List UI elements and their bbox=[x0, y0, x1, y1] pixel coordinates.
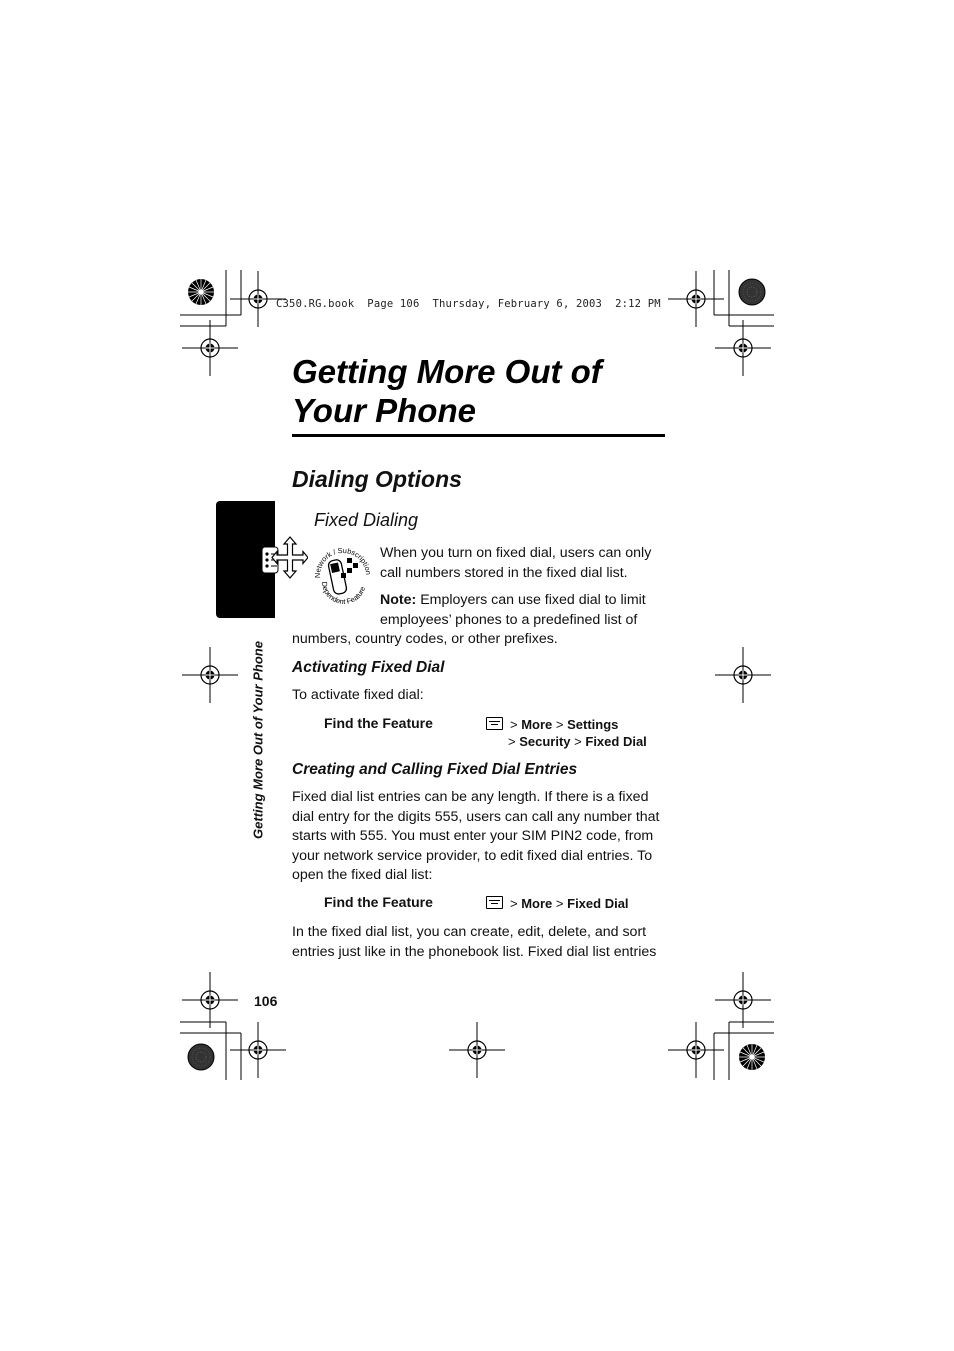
path-sep: > bbox=[510, 717, 518, 732]
title-rule bbox=[292, 434, 665, 437]
menu-path-2 bbox=[486, 895, 629, 912]
side-tab-label: Getting More Out of Your Phone bbox=[250, 641, 266, 839]
intro-line-2: call numbers stored in the fixed dial list. bbox=[380, 564, 628, 581]
creating-line: your network service provider, to edit fixed dial entries. To bbox=[292, 847, 653, 864]
find-feature-label-1: Find the Feature bbox=[324, 715, 433, 731]
trailing-paragraph bbox=[292, 923, 656, 962]
activating-title: Activating Fixed Dial bbox=[292, 659, 445, 676]
note-label: Note: bbox=[380, 592, 417, 608]
chapter-title-line-2: Your Phone bbox=[292, 392, 476, 429]
activating-lead: To activate fixed dial: bbox=[292, 687, 424, 703]
menu-path-1 bbox=[486, 716, 647, 750]
path-sep: > bbox=[555, 896, 564, 911]
navigate-arrows-icon bbox=[262, 535, 308, 581]
menu-key-icon bbox=[486, 717, 503, 730]
menu-key-icon bbox=[486, 896, 503, 909]
note-line-2: employees’ phones to a predefined list of bbox=[380, 611, 638, 628]
creating-title: Creating and Calling Fixed Dial Entries bbox=[292, 761, 578, 778]
section-title: Dialing Options bbox=[292, 466, 462, 492]
network-feature-icon bbox=[312, 544, 374, 608]
page-number: 106 bbox=[254, 993, 278, 1009]
creating-line: Fixed dial list entries can be any length. If there is a fixed bbox=[292, 789, 649, 805]
subsection-title: Fixed Dialing bbox=[314, 510, 419, 530]
menu-item-more: More bbox=[521, 896, 553, 911]
path-sep: > bbox=[555, 717, 564, 732]
path-sep: > bbox=[508, 734, 516, 749]
trailing-line: In the fixed dial list, you can create, edit, delete, and sort bbox=[292, 924, 647, 940]
note-line-3: numbers, country codes, or other prefixes. bbox=[292, 631, 558, 647]
badge-text-bottom: Dependent Feature bbox=[319, 581, 368, 607]
menu-item-more: More bbox=[521, 717, 553, 732]
find-feature-label-2: Find the Feature bbox=[324, 894, 433, 910]
chapter-title-line-1: Getting More Out of bbox=[292, 353, 602, 390]
print-slug-line: C350.RG.book Page 106 Thursday, February 6, 2003 2:12 PM bbox=[276, 298, 661, 310]
path-sep: > bbox=[510, 896, 518, 911]
path-sep: > bbox=[574, 734, 582, 749]
chapter-title bbox=[292, 352, 672, 430]
trailing-line: entries just like in the phonebook list. Fixed dial list entries bbox=[292, 943, 657, 960]
intro-text bbox=[380, 544, 651, 583]
note-text bbox=[380, 591, 646, 630]
creating-line: dial entry for the digits 555, users can call any number that bbox=[292, 808, 660, 825]
menu-item-fixed-dial: Fixed Dial bbox=[567, 896, 629, 911]
creating-line: starts with 555. You must enter your SIM PIN2 code, from bbox=[292, 828, 654, 844]
creating-paragraph bbox=[292, 788, 660, 886]
menu-item-security: Security bbox=[519, 734, 571, 749]
badge-text-top: Network / Subscription bbox=[312, 545, 374, 579]
menu-item-settings: Settings bbox=[567, 717, 619, 732]
creating-line: open the fixed dial list: bbox=[292, 867, 433, 883]
intro-line-1: When you turn on fixed dial, users can only bbox=[380, 545, 652, 561]
menu-item-fixed-dial: Fixed Dial bbox=[585, 734, 647, 749]
note-line-1: Employers can use fixed dial to limit bbox=[416, 592, 646, 608]
